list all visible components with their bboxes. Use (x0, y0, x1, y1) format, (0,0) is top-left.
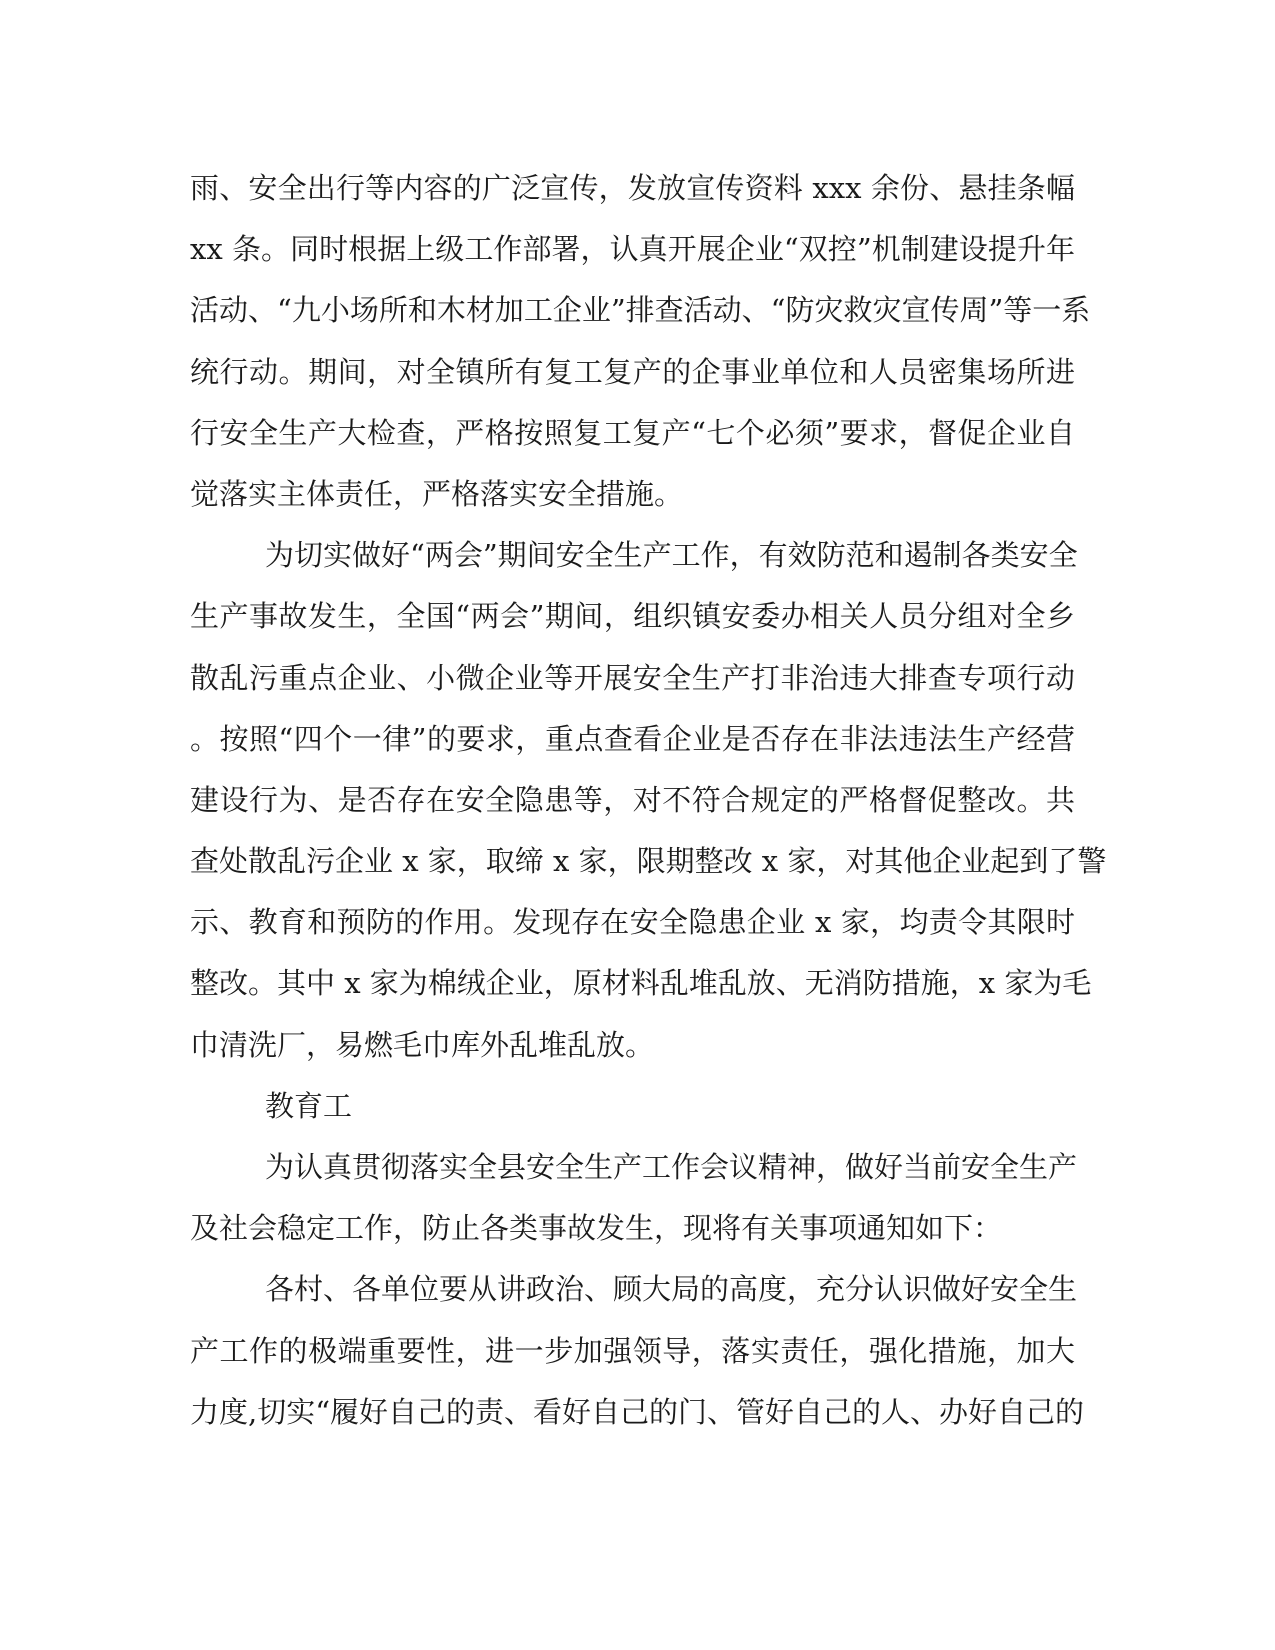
text-line: 力度,切实“履好自己的责、看好自己的门、管好自己的人、办好自己的 (190, 1394, 1085, 1429)
text-line: xx 条。同时根据上级工作部署，认真开展企业“双控”机制建设提升年 (190, 232, 1075, 267)
text-line: 行安全生产大检查，严格按照复工复产“七个必须”要求，督促企业自 (190, 415, 1075, 450)
text-line: 为切实做好“两会”期间安全生产工作，有效防范和遏制各类安全 (265, 538, 1078, 573)
text-line: 整改。其中 x 家为棉绒企业，原材料乱堆乱放、无消防措施，x 家为毛 (190, 966, 1092, 1001)
text-line: 散乱污重点企业、小微企业等开展安全生产打非治违大排查专项行动 (190, 660, 1075, 695)
text-line: 各村、各单位要从讲政治、顾大局的高度，充分认识做好安全生 (265, 1272, 1078, 1307)
text-line: 活动、“九小场所和木材加工企业”排查活动、“防灾救灾宣传周”等一系 (190, 293, 1091, 328)
text-line: 示、教育和预防的作用。发现存在安全隐患企业 x 家，均责令其限时 (190, 905, 1075, 940)
text-line: 雨、安全出行等内容的广泛宣传，发放宣传资料 xxx 余份、悬挂条幅 (190, 171, 1075, 205)
text-line: 巾清洗厂，易燃毛巾库外乱堆乱放。 (190, 1027, 655, 1062)
text-line: 为认真贯彻落实全县安全生产工作会议精神，做好当前安全生产 (265, 1150, 1078, 1184)
text-line: 。按照“四个一律”的要求，重点查看企业是否存在非法违法生产经营 (190, 721, 1075, 756)
text-line: 建设行为、是否存在安全隐患等，对不符合规定的严格督促整改。共 (190, 782, 1075, 817)
text-line: 统行动。期间，对全镇所有复工复产的企事业单位和人员密集场所进 (190, 354, 1075, 389)
text-line: 教育工 (265, 1088, 353, 1123)
text-line: 生产事故发生，全国“两会”期间，组织镇安委办相关人员分组对全乡 (190, 599, 1075, 634)
text-line: 产工作的极端重要性，进一步加强领导，落实责任，强化措施，加大 (190, 1333, 1075, 1368)
text-line: 及社会稳定工作，防止各类事故发生，现将有关事项通知如下： (190, 1211, 1003, 1246)
document-body (190, 158, 1107, 1443)
text-line: 查处散乱污企业 x 家，取缔 x 家，限期整改 x 家，对其他企业起到了警 (190, 844, 1107, 879)
text-line: 觉落实主体责任，严格落实安全措施。 (190, 476, 684, 511)
